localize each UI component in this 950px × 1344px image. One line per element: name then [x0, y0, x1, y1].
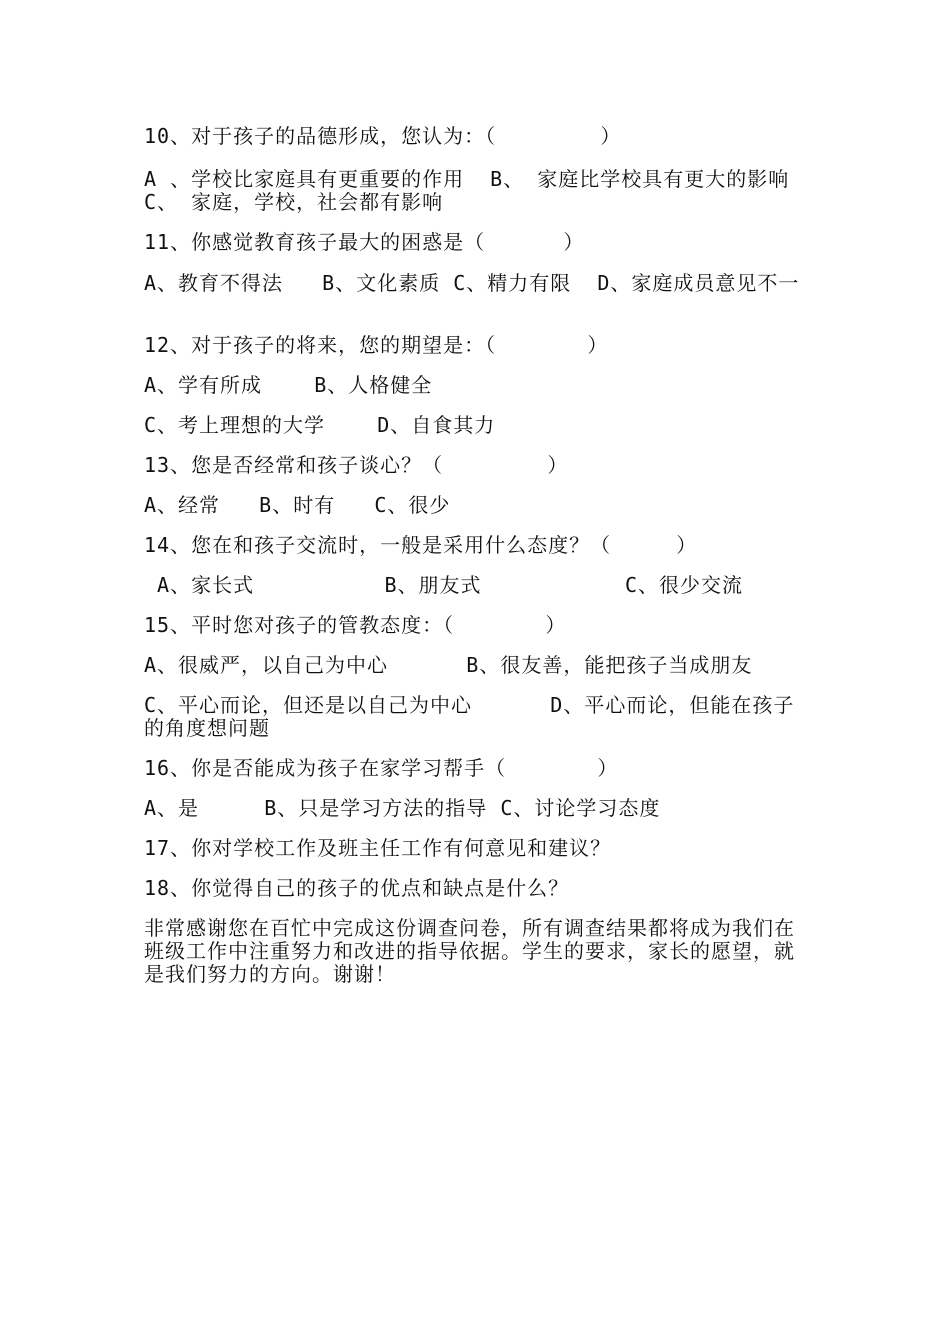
- question-15-options-ab: A、很威严，以自己为中心 B、很友善，能把孩子当成朋友: [144, 653, 753, 677]
- question-15-options-cd: C、平心而论，但还是以自己为中心 D、平心而论，但能在孩子的角度想问题: [144, 693, 795, 740]
- question-16: 16、你是否能成为孩子在家学习帮手（ ）: [144, 756, 619, 780]
- question-17: 17、你对学校工作及班主任工作有何意见和建议？: [144, 836, 612, 860]
- question-16-options: A、是 B、只是学习方法的指导 C、讨论学习态度: [144, 796, 661, 820]
- question-10-options: A 、学校比家庭具有更重要的作用 B、 家庭比学校具有更大的影响 C、 家庭，学校，社会都有影响: [144, 167, 816, 214]
- question-15: 15、平时您对孩子的管教态度：（ ）: [144, 613, 567, 637]
- question-12: 12、对于孩子的将来，您的期望是：（ ）: [144, 333, 609, 357]
- question-13-options: A、经常 B、时有 C、很少: [144, 493, 451, 517]
- question-12-options-ab: A、学有所成 B、人格健全: [144, 373, 433, 397]
- question-18: 18、你觉得自己的孩子的优点和缺点是什么？: [144, 876, 570, 900]
- question-13: 13、您是否经常和孩子谈心？（ ）: [144, 453, 569, 477]
- question-10: 10、对于孩子的品德形成，您认为：（ ）: [144, 124, 622, 148]
- question-14-options: A、家长式 B、朋友式 C、很少交流: [144, 573, 744, 597]
- closing-note: 非常感谢您在百忙中完成这份调查问卷，所有调查结果都将成为我们在班级工作中注重努力和改进的指导依据。学生的要求，家长的愿望，就是我们努力的方向。谢谢！: [144, 916, 795, 986]
- question-11-options: A、教育不得法 B、文化素质 C、精力有限 D、家庭成员意见不一: [144, 271, 800, 295]
- question-11: 11、你感觉教育孩子最大的困惑是（ ）: [144, 230, 585, 254]
- question-12-options-cd: C、考上理想的大学 D、自食其力: [144, 413, 496, 437]
- question-14: 14、您在和孩子交流时，一般是采用什么态度？（ ）: [144, 533, 698, 557]
